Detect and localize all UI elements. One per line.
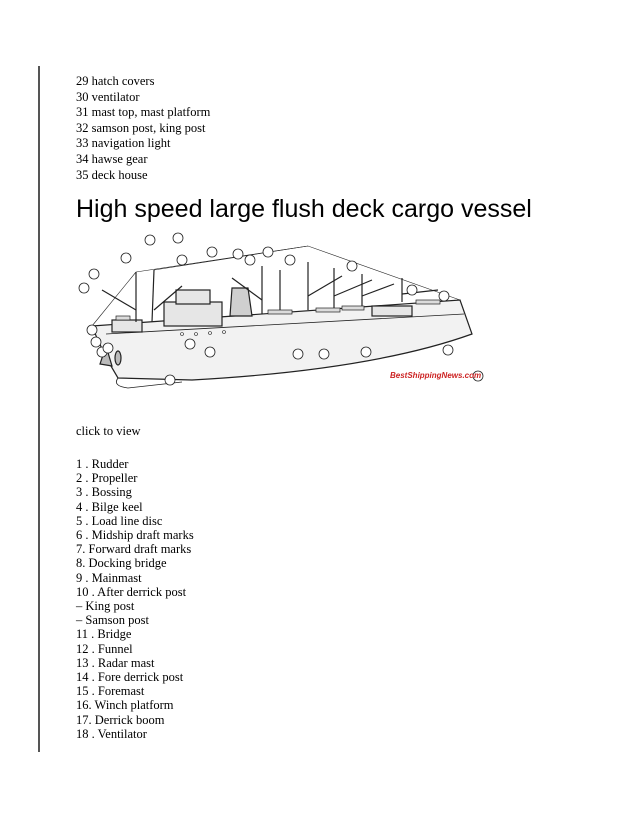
list-item: 33 navigation light — [76, 136, 171, 151]
list-item: 6 . Midship draft marks — [76, 528, 194, 543]
list-item: 3 . Bossing — [76, 485, 132, 500]
figure-watermark: BestShippingNews.com — [390, 371, 482, 380]
list-item: 29 hatch covers — [76, 74, 155, 88]
list-item: – King post — [76, 599, 135, 614]
list-item: 10 . After derrick post — [76, 584, 187, 599]
list-item: 32 samson post, king post — [76, 120, 206, 135]
list-item: 34 hawse gear — [76, 151, 148, 166]
list-item: 1 . Rudder — [76, 457, 129, 471]
list-item: 5 . Load line disc — [76, 513, 163, 528]
list-item: 31 mast top, mast platform — [76, 105, 211, 120]
list-item: 16. Winch platform — [76, 698, 174, 713]
ship-illustration — [72, 230, 490, 398]
list-item: 18 . Ventilator — [76, 726, 147, 741]
parts-list-continued — [76, 74, 210, 183]
list-item: 4 . Bilge keel — [76, 499, 143, 514]
list-item: 30 ventilator — [76, 89, 140, 104]
list-item: 35 deck house — [76, 167, 148, 182]
margin-rule — [38, 66, 40, 752]
click-to-view-link[interactable]: click to view — [76, 424, 141, 438]
list-item: 8. Docking bridge — [76, 556, 167, 571]
list-item: 7. Forward draft marks — [76, 542, 192, 557]
list-item: 11 . Bridge — [76, 627, 132, 642]
ship-diagram[interactable] — [72, 230, 490, 398]
list-item: – Samson post — [76, 613, 149, 628]
parts-list — [76, 457, 194, 741]
list-item: 2 . Propeller — [76, 471, 138, 486]
list-item: 12 . Funnel — [76, 641, 133, 656]
list-item: 13 . Radar mast — [76, 655, 155, 670]
list-item: 14 . Fore derrick post — [76, 670, 184, 685]
list-item: 15 . Foremast — [76, 684, 145, 699]
section-heading: High speed large flush deck cargo vessel — [76, 195, 532, 223]
list-item: 17. Derrick boom — [76, 712, 165, 727]
list-item: 9 . Mainmast — [76, 570, 142, 585]
